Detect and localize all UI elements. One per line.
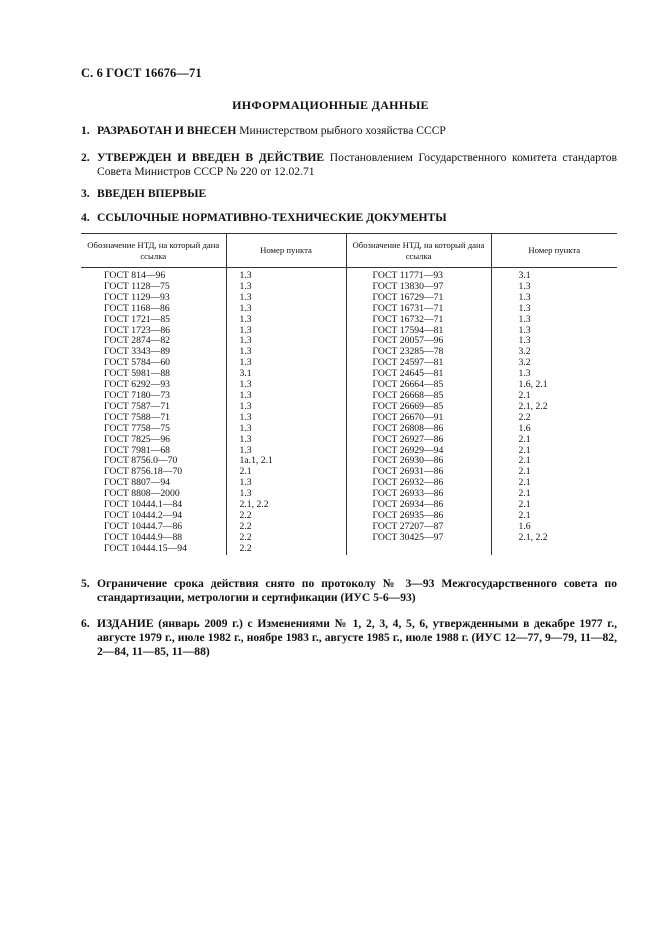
item-text: (январь 2009 г.) с Изменениями № 1, 2, 3, 4, 5, 6, утвержденными в декабре 1977 г., августе 1979 г., июле 1982 г., ноябре 1983 г., августе 1985 г., июле 1988 г. (ИУС 12—77, 9—79, 11—82, 2—84, 11—85, 11—88) — [97, 617, 617, 659]
item-number: 1. — [81, 124, 90, 137]
ntd-code: ГОСТ 16731—71 — [346, 304, 491, 315]
ntd-code: ГОСТ 1128—75 — [104, 280, 170, 292]
clause-number: 1.3 — [226, 358, 346, 369]
info-item-4 — [81, 211, 617, 225]
column-header-ntd: Обозначение НТД, на который дана ссылка — [81, 234, 226, 268]
clause-number: 2.1, 2.2 — [491, 402, 617, 413]
ntd-code: ГОСТ 10444.7—86 — [104, 520, 183, 532]
ntd-code: ГОСТ 26929—94 — [346, 446, 491, 457]
ntd-code: ГОСТ 5981—88 — [104, 368, 171, 380]
clause-number: 1.3 — [226, 391, 346, 402]
table-row — [81, 315, 617, 326]
clause-number: 2.1 — [491, 446, 617, 457]
clause-number: 3.1 — [226, 369, 346, 380]
table-header-row — [81, 234, 617, 268]
ntd-code: ГОСТ 10444.15—94 — [104, 542, 187, 554]
table-row — [81, 544, 617, 555]
ntd-code: ГОСТ 26930—86 — [346, 456, 491, 467]
ntd-code: ГОСТ 16732—71 — [346, 315, 491, 326]
clause-number: 1.3 — [491, 336, 617, 347]
ntd-code: ГОСТ 27207—87 — [346, 522, 491, 533]
table-row — [81, 424, 617, 435]
ntd-code: ГОСТ 26670—91 — [346, 413, 491, 424]
ntd-code: ГОСТ 26932—86 — [346, 478, 491, 489]
ntd-code: ГОСТ 26808—86 — [346, 424, 491, 435]
ntd-code: ГОСТ 26669—85 — [346, 402, 491, 413]
ntd-code: ГОСТ 7758—75 — [104, 422, 171, 434]
reference-documents-table — [81, 233, 617, 555]
clause-number: 1.3 — [491, 293, 617, 304]
item-number: 5. — [81, 577, 90, 590]
ntd-code: ГОСТ 8807—94 — [104, 477, 171, 489]
clause-number: 1.3 — [226, 336, 346, 347]
ntd-code: ГОСТ 5784—60 — [104, 357, 171, 369]
clause-number: 1.3 — [491, 282, 617, 293]
ntd-code — [346, 544, 491, 555]
clause-number: 1.6 — [491, 522, 617, 533]
clause-number: 2.1 — [491, 489, 617, 500]
ntd-code: ГОСТ 1721—85 — [104, 313, 171, 325]
ntd-code: ГОСТ 26668—85 — [346, 391, 491, 402]
ntd-code: ГОСТ 7180—73 — [104, 389, 171, 401]
item-number: 6. — [81, 617, 90, 630]
clause-number: 2.1 — [491, 500, 617, 511]
ntd-code: ГОСТ 26933—86 — [346, 489, 491, 500]
clause-number: 2.1 — [491, 435, 617, 446]
ntd-code: ГОСТ 7587—71 — [104, 400, 171, 412]
ntd-code: ГОСТ 26934—86 — [346, 500, 491, 511]
clause-number: 1.3 — [491, 315, 617, 326]
clause-number: 1.6, 2.1 — [491, 380, 617, 391]
table-row — [81, 304, 617, 315]
clause-number: 1.3 — [226, 304, 346, 315]
clause-number: 2.1 — [491, 478, 617, 489]
item-heading: РАЗРАБОТАН И ВНЕСЕН — [97, 124, 237, 137]
ntd-code: ГОСТ 7981—68 — [104, 444, 171, 456]
item-text: Ограничение срока действия снято по протоколу № 3—93 Межгосударственного совета по стандартизации, метрологии и сертификации (ИУС 5-6—93) — [97, 577, 617, 605]
clause-number: 1.3 — [226, 268, 346, 282]
clause-number: 1a.1, 2.1 — [226, 456, 346, 467]
clause-number: 2.1 — [491, 467, 617, 478]
clause-number: 1.3 — [226, 380, 346, 391]
clause-number: 1.3 — [491, 326, 617, 337]
clause-number: 3.2 — [491, 347, 617, 358]
ntd-code: ГОСТ 13830—97 — [346, 282, 491, 293]
ntd-code: ГОСТ 20057—96 — [346, 336, 491, 347]
item-text: Министерством рыбного хозяйства СССР — [236, 124, 446, 137]
clause-number: 1.3 — [226, 435, 346, 446]
clause-number: 1.3 — [226, 446, 346, 457]
ntd-code: ГОСТ 7588—71 — [104, 411, 171, 423]
clause-number: 1.3 — [226, 402, 346, 413]
clause-number: 1.3 — [491, 369, 617, 380]
ntd-code: ГОСТ 30425—97 — [346, 533, 491, 544]
ntd-code: ГОСТ 10444.2—94 — [104, 509, 183, 521]
ntd-code: ГОСТ 8808—2000 — [104, 488, 180, 500]
ntd-code: ГОСТ 3343—89 — [104, 346, 171, 358]
ntd-code: ГОСТ 26935—86 — [346, 511, 491, 522]
clause-number: 1.3 — [226, 489, 346, 500]
ntd-code: ГОСТ 11771—93 — [346, 268, 491, 282]
document-title: ИНФОРМАЦИОННЫЕ ДАННЫЕ — [232, 98, 429, 112]
item-text: Постановлением Государственного комитета стандартов Совета Министров СССР № 220 от 12.02.71 — [97, 151, 617, 179]
clause-number: 3.1 — [491, 268, 617, 282]
ntd-code: ГОСТ 8756.0—70 — [104, 455, 178, 467]
clause-number: 1.3 — [226, 424, 346, 435]
ntd-code: ГОСТ 10444.9—88 — [104, 531, 183, 543]
table-row — [81, 268, 617, 282]
clause-number: 2.1 — [226, 467, 346, 478]
ntd-code: ГОСТ 26664—85 — [346, 380, 491, 391]
info-item-2 — [81, 151, 617, 179]
item-number: 3. — [81, 187, 90, 200]
clause-number: 1.3 — [226, 478, 346, 489]
clause-number — [491, 544, 617, 555]
ntd-code: ГОСТ 26927—86 — [346, 435, 491, 446]
ntd-code: ГОСТ 10444.1—84 — [104, 499, 183, 511]
clause-number: 1.6 — [491, 424, 617, 435]
column-header-clause: Номер пункта — [226, 234, 346, 268]
clause-number: 2.1 — [491, 456, 617, 467]
ntd-code: ГОСТ 1168—86 — [104, 302, 170, 314]
page-header: С. 6 ГОСТ 16676—71 — [81, 66, 202, 80]
item-number: 2. — [81, 151, 90, 164]
clause-number: 1.3 — [491, 304, 617, 315]
column-header-clause: Номер пункта — [491, 234, 617, 268]
clause-number: 2.1, 2.2 — [226, 500, 346, 511]
clause-number: 3.2 — [491, 358, 617, 369]
ntd-code: ГОСТ 16729—71 — [346, 293, 491, 304]
ntd-code: ГОСТ 1723—86 — [104, 324, 171, 336]
ntd-code: ГОСТ 17594—81 — [346, 326, 491, 337]
clause-number: 2.2 — [491, 413, 617, 424]
info-item-5 — [81, 577, 617, 605]
column-header-ntd: Обозначение НТД, на который дана ссылка — [346, 234, 491, 268]
ntd-code: ГОСТ 1129—93 — [104, 291, 170, 303]
clause-number: 1.3 — [226, 315, 346, 326]
item-number: 4. — [81, 211, 90, 224]
clause-number: 2.2 — [226, 522, 346, 533]
table-row — [81, 435, 617, 446]
ntd-code: ГОСТ 8756.18—70 — [104, 466, 183, 478]
clause-number: 1.3 — [226, 282, 346, 293]
item-heading: ССЫЛОЧНЫЕ НОРМАТИВНО-ТЕХНИЧЕСКИЕ ДОКУМЕНТЫ — [97, 211, 447, 224]
table-body — [81, 268, 617, 555]
info-item-6 — [81, 617, 617, 660]
clause-number: 1.3 — [226, 293, 346, 304]
ntd-code: ГОСТ 2874—82 — [104, 335, 171, 347]
clause-number: 1.3 — [226, 347, 346, 358]
ntd-code: ГОСТ 814—96 — [104, 270, 166, 281]
item-heading: ИЗДАНИЕ — [97, 617, 154, 630]
item-heading: УТВЕРЖДЕН И ВВЕДЕН В ДЕЙСТВИЕ — [97, 151, 325, 164]
clause-number: 2.2 — [226, 544, 346, 555]
item-heading: ВВЕДЕН ВПЕРВЫЕ — [97, 187, 207, 200]
clause-number: 2.1, 2.2 — [491, 533, 617, 544]
ntd-code: ГОСТ 24645—81 — [346, 369, 491, 380]
clause-number: 2.2 — [226, 511, 346, 522]
clause-number: 1.3 — [226, 326, 346, 337]
ntd-code: ГОСТ 26931—86 — [346, 467, 491, 478]
clause-number: 1.3 — [226, 413, 346, 424]
ntd-code: ГОСТ 23285—78 — [346, 347, 491, 358]
clause-number: 2.1 — [491, 391, 617, 402]
ntd-code: ГОСТ 6292—93 — [104, 379, 171, 391]
info-item-3 — [81, 187, 617, 201]
ntd-code: ГОСТ 24597—81 — [346, 358, 491, 369]
info-item-1 — [81, 124, 617, 138]
ntd-code: ГОСТ 7825—96 — [104, 433, 171, 445]
clause-number: 2.2 — [226, 533, 346, 544]
clause-number: 2.1 — [491, 511, 617, 522]
